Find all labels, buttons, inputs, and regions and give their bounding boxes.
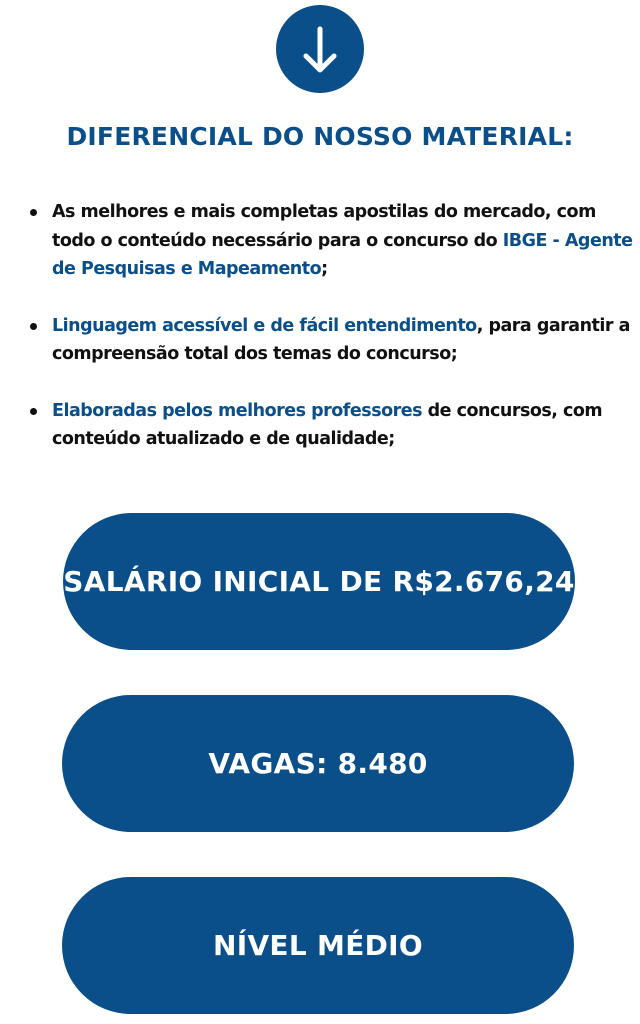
- level-label: NÍVEL MÉDIO: [213, 929, 423, 962]
- list-item-highlight: Linguagem acessível e de fácil entendimento: [52, 315, 477, 336]
- vacancies-button[interactable]: [62, 695, 574, 832]
- arrow-down-glyph: [276, 5, 364, 93]
- section-heading: DIFERENCIAL DO NOSSO MATERIAL:: [66, 122, 574, 151]
- bullet-dot-icon: [30, 408, 37, 415]
- salary-button[interactable]: [63, 513, 575, 650]
- list-item: [24, 312, 636, 369]
- bullet-dot-icon: [30, 209, 37, 216]
- list-item: [24, 397, 636, 454]
- bullet-dot-icon: [30, 323, 37, 330]
- arrow-down-icon[interactable]: [276, 5, 364, 93]
- list-item-highlight: IBGE - Agente de Pesquisas e Mapeamento: [52, 230, 633, 279]
- salary-label: SALÁRIO INICIAL DE R$2.676,24: [63, 565, 575, 598]
- feature-list: [24, 198, 636, 482]
- level-button[interactable]: [62, 877, 574, 1014]
- list-item-text: As melhores e mais completas apostilas do mercado, com todo o conteúdo necessário para o concurso do: [52, 202, 596, 251]
- list-item: [24, 198, 636, 284]
- vacancies-label: VAGAS: 8.480: [208, 747, 428, 780]
- list-item-tail: de concursos, com conteúdo atualizado e de qualidade;: [52, 400, 603, 449]
- list-item-highlight: Elaboradas pelos melhores professores: [52, 400, 423, 421]
- list-item-tail: ;: [321, 259, 328, 279]
- list-item-tail: , para garantir a compreensão total dos temas do concurso;: [52, 315, 630, 364]
